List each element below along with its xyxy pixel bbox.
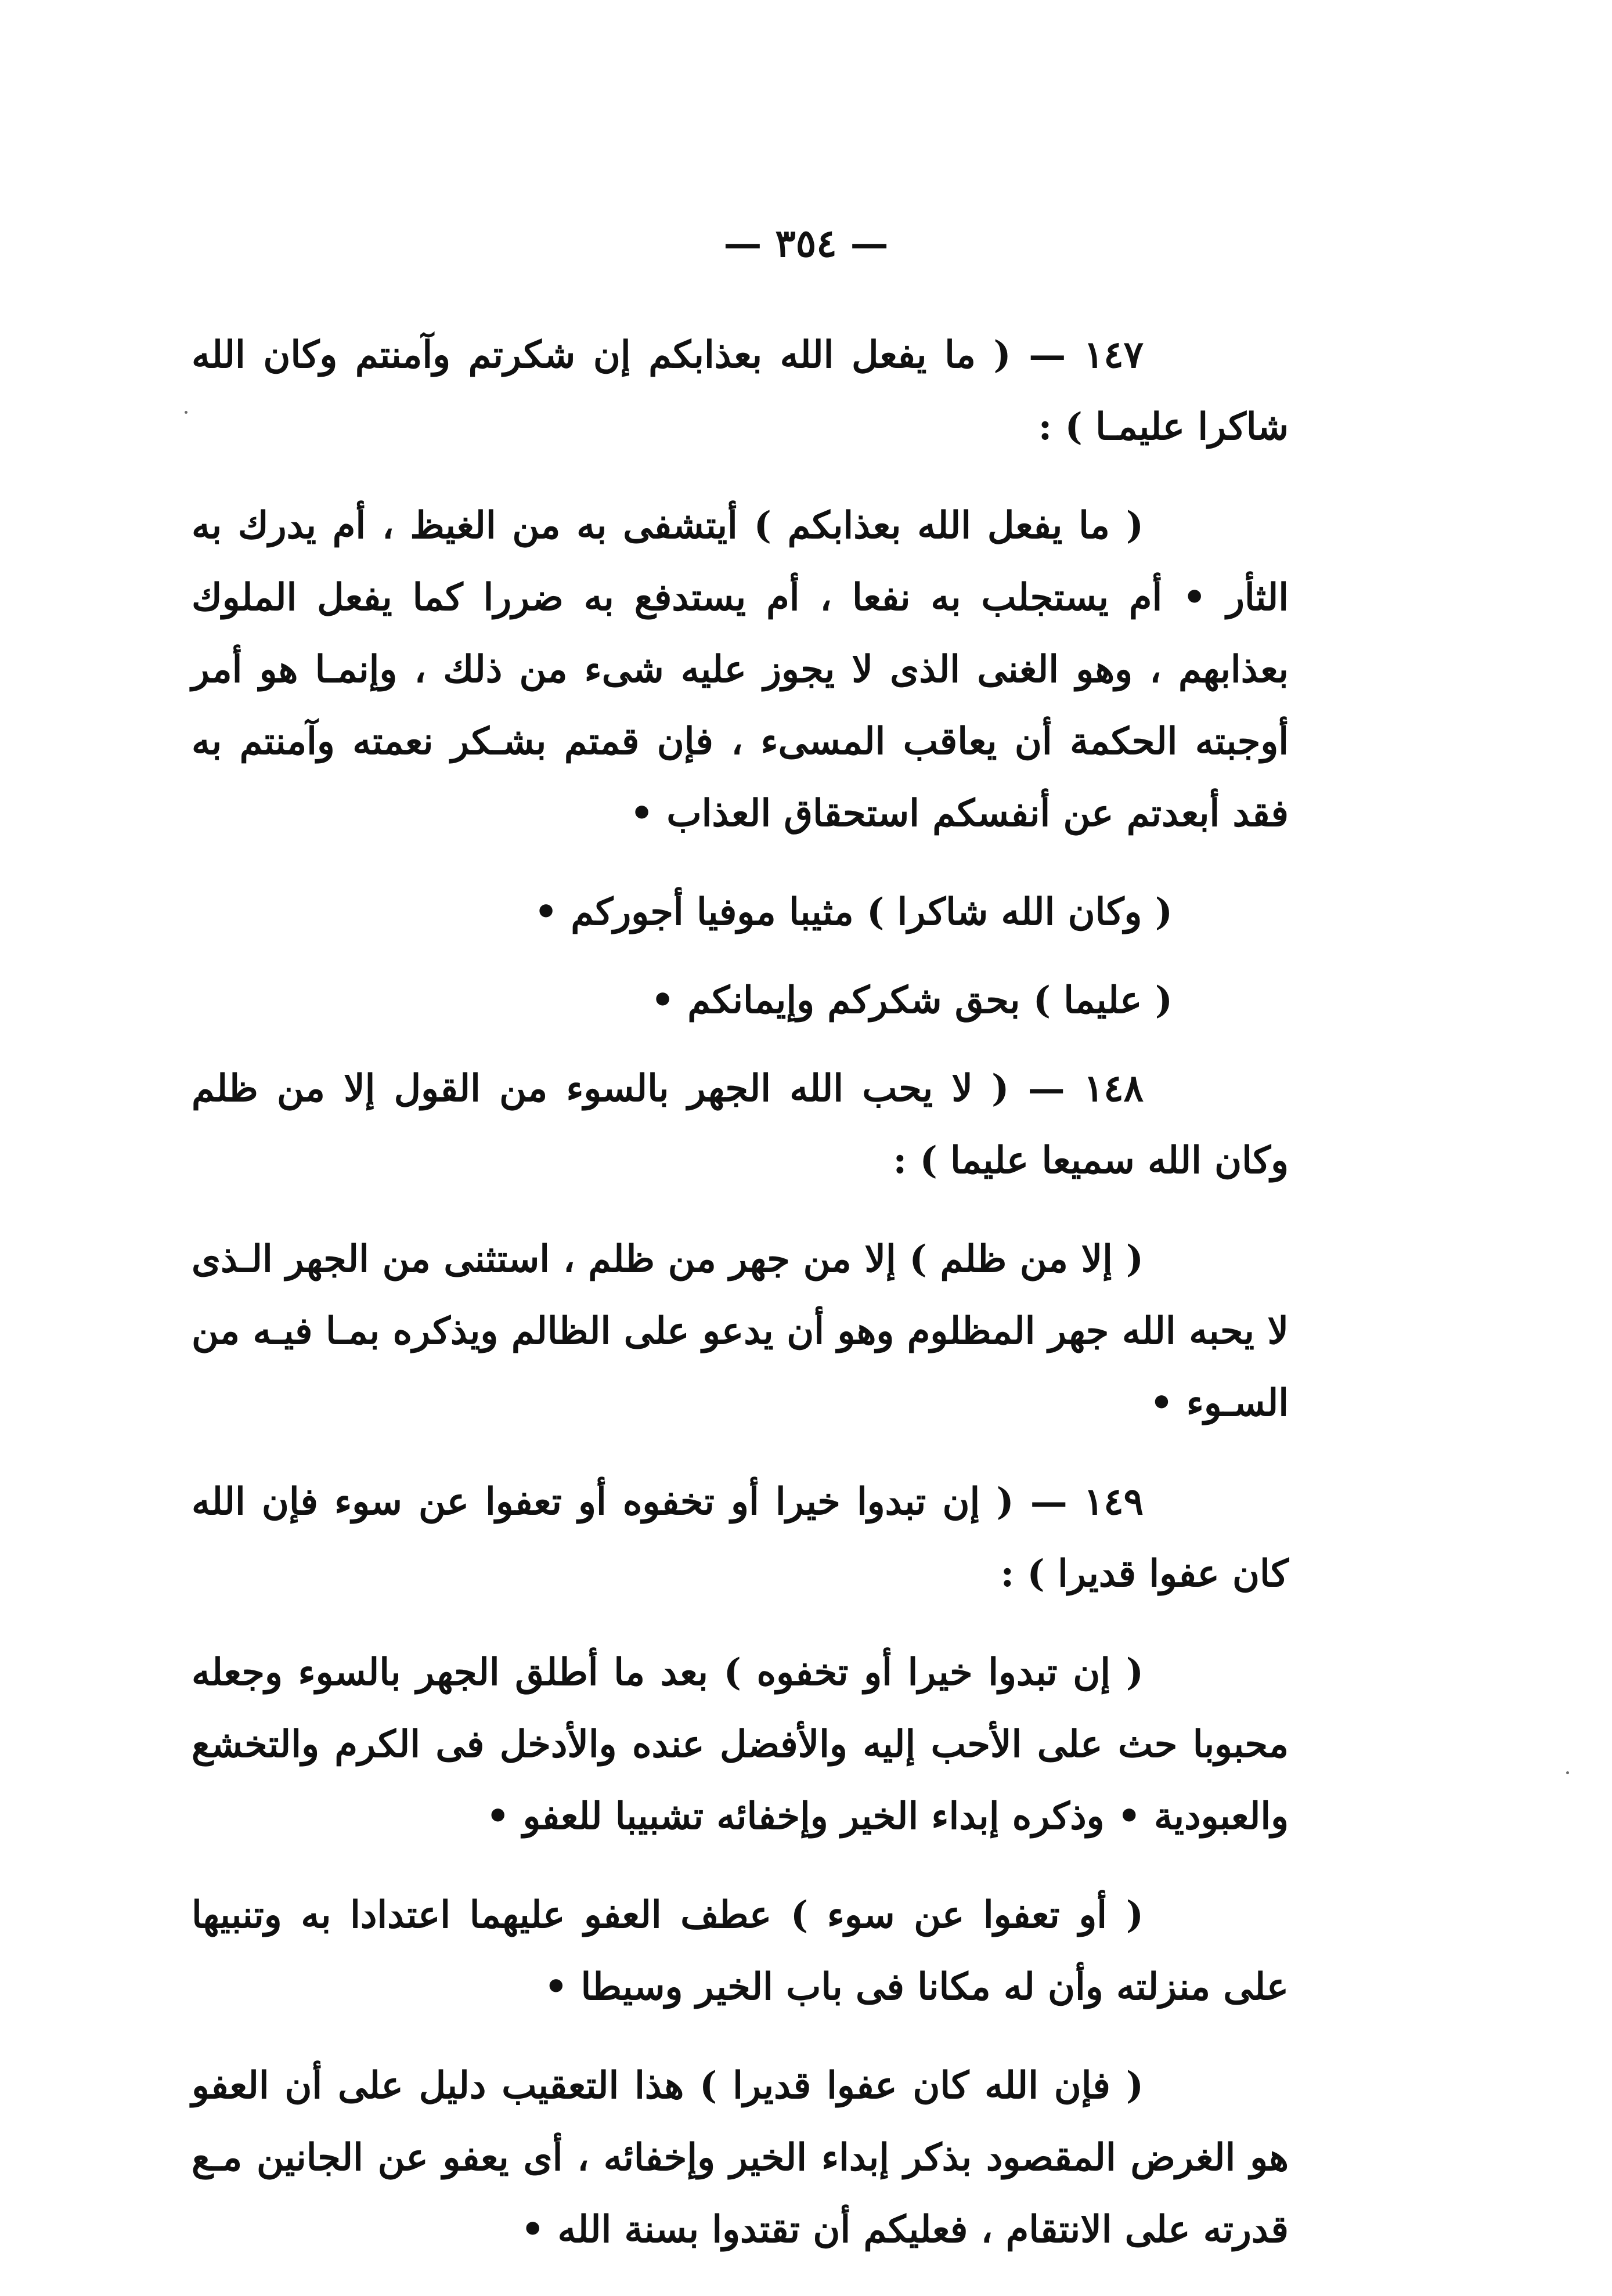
commentary-paragraph: ( إن تبدوا خيرا أو تخفوه ) بعد ما أطلق الجهر بالسوء وجعله محبوبا حث على الأحب إليه والأفضل عنده والأدخل فى الكرم والتخشع والعبودية • وذكره إبداء الخير وإخفائه تشبيبا للعفو • <box>192 1651 1289 1838</box>
page-body <box>192 319 1289 2293</box>
commentary-paragraph: ( فإن الله كان عفوا قديرا ) هذا التعقيب دليل على أن العفو هو الغرض المقصود بذكر إبداء الخير وإخفائه ، أى يعفو عن الجانين مـع قدرته على الانتقام ، فعليكم أن تقتدوا بسنة الله • <box>192 2064 1289 2251</box>
commentary-line: ( وكان الله شاكرا ) مثيبا موفيا أجوركم • <box>534 890 1173 934</box>
commentary-paragraph: ( أو تعفوا عن سوء ) عطف العفو عليهما اعتدادا به وتنبيها على منزلته وأن له مكانا فى باب الخير وسيطا • <box>192 1893 1289 2009</box>
commentary-line: ( عليما ) بحق شكركم وإيمانكم • <box>651 979 1173 1022</box>
scan-speck <box>1566 1771 1569 1774</box>
scan-speck <box>185 411 187 414</box>
verse-149: ١٤٩ — ( إن تبدوا خيرا أو تخفوه أو تعفوا عن سوء فإن الله كان عفوا قديرا ) : <box>192 1480 1289 1595</box>
verse-148: ١٤٨ — ( لا يحب الله الجهر بالسوء من القول إلا من ظلم وكان الله سميعا عليما ) : <box>192 1067 1289 1182</box>
commentary-paragraph: ( إلا من ظلم ) إلا من جهر من ظلم ، استثنى من الجهر الـذى لا يحبه الله جهر المظلوم وهو أن يدعو على الظالم ويذكره بمـا فيـه من السـوء • <box>192 1237 1289 1425</box>
page-number: — ٣٥٤ — <box>723 221 889 266</box>
verse-147: ١٤٧ — ( ما يفعل الله بعذابكم إن شكرتم وآمنتم وكان الله شاكرا عليمـا ) : <box>192 333 1289 449</box>
commentary-paragraph: ( ما يفعل الله بعذابكم ) أيتشفى به من الغيظ ، أم يدرك به الثأر • أم يستجلب به نفعا ، أم يستدفع به ضررا كما يفعل الملوك بعذابهم ، وهو الغنى الذى لا يجوز عليه شىء من ذلك ، وإنمـا هو أمر أوجبته الحكمة أن يعاقب المسىء ، فإن قمتم بشـكر نعمته وآمنتم به فقد أبعدتم عن أنفسكم استحقاق العذاب • <box>192 504 1289 835</box>
